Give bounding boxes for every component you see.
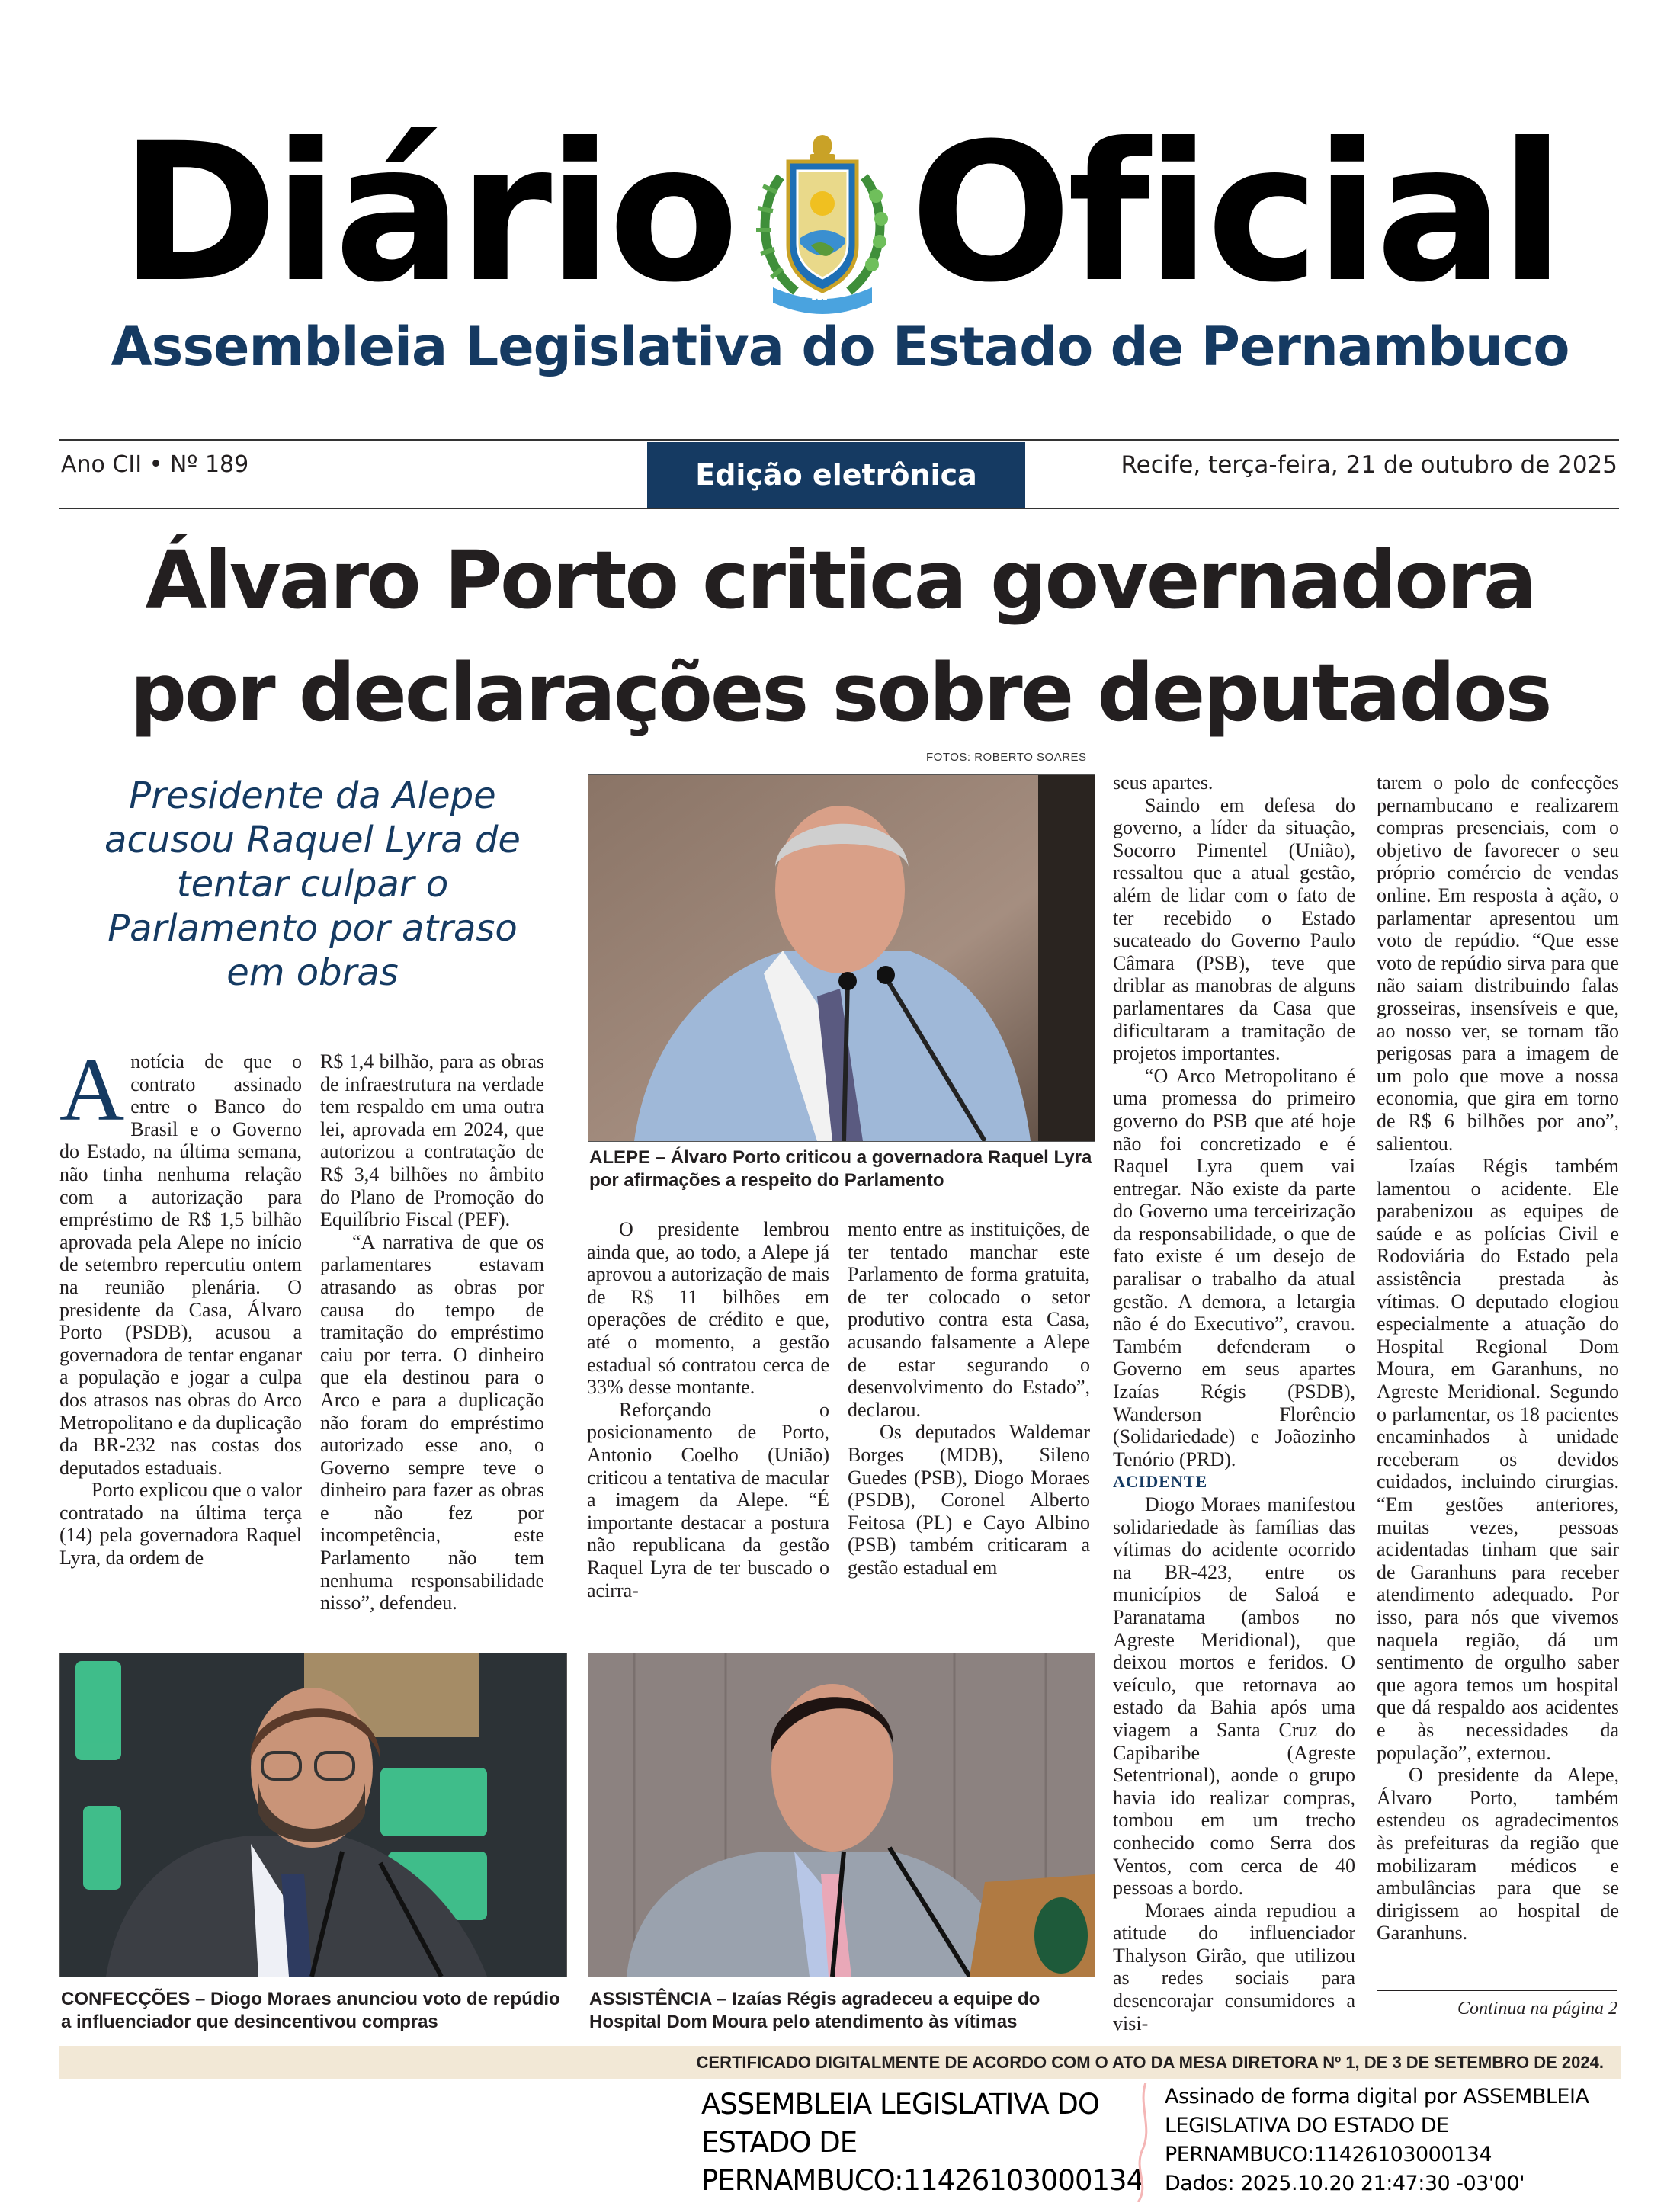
edition-bar-top-rule [59, 439, 1619, 441]
edition-label: Edição eletrônica [647, 442, 1025, 508]
certification-text: CERTIFICADO DIGITALMENTE DE ACORDO COM O ATO DA MESA DIRETORA Nº 1, DE 3 DE SETEMBRO DE 2024. [696, 2053, 1604, 2072]
paragraph: Izaías Régis também lamentou o acidente. Ele parabenizou as equipes de saúde e as polícias Civil e Rodoviária do Estado pela assistência prestada às vítimas. O deputado elogiou especialmente a atuação do Hospital Regional Dom Moura, em Garanhuns, no Agreste Meridional. Segundo o parlamentar, os 18 pacientes encaminhados à unidade receberam os devidos cuidados, incluindo cirurgias. “Em gestões anteriores, muitas vezes, pessoas acidentadas tinham que sair de Garanhuns para receber atendimento adequado. Por isso, para nós que vivemos naquela região, dá um sentimento de orgulho saber que agora temos um hospital que dá respaldo aos acidentes e às necessidades da população”, externou. [1377, 1155, 1619, 1764]
photo-caption-left: CONFECÇÕES – Diogo Moraes anunciou voto de repúdio a influenciador que desincentivou compras [61, 1989, 560, 2032]
paragraph: Porto explicou que o valor contratado na última terça (14) pela governadora Raquel Lyra, da ordem de [59, 1479, 302, 1570]
signature-line-2: LEGISLATIVA DO ESTADO DE [1165, 2114, 1449, 2137]
section-heading-acidente: ACIDENTE [1113, 1472, 1208, 1492]
continues-on-page-link[interactable]: Continua na página 2 [1377, 1990, 1617, 2019]
article-column-1 [59, 1040, 302, 1570]
paragraph: O presidente lembrou ainda que, ao todo, a Alepe já aprovou a autorização de mais de R$ 11 bilhões em operações de crédito e que, até o momento, a gestão estadual só contratou cerca de 33% desse montante. [587, 1218, 829, 1399]
headline-line-1: Álvaro Porto critica governadora [145, 534, 1535, 627]
photo-caption-right: ASSISTÊNCIA – Izaías Régis agradeceu a equipe do Hospital Dom Moura pelo atendimento às vítimas [589, 1989, 1040, 2032]
paragraph: Anotícia de que o contrato assinado entre o Banco do Brasil e o Governo do Estado, na última semana, não tinha nenhuma relação com a autorização para empréstimo de R$ 1,5 bilhão aprovada pela Alepe no início de setembro repercutiu ontem na reunião plenária. O presidente da Casa, Álvaro Porto (PSDB), acusou a governadora de tentar enganar a população e jogar a culpa dos atrasos nas obras do Arco Metropolitano e da duplicação da BR-232 nas costas dos deputados estaduais. [59, 1040, 302, 1479]
signature-details [1165, 2083, 1637, 2198]
paragraph: Moraes ainda repudiou a atitude do influenciador Thalyson Girão, que utilizou as redes sociais para desencorajar consumidores a visi- [1113, 1899, 1355, 2034]
headline-line-2: por declarações sobre deputados [130, 646, 1550, 739]
paragraph: R$ 1,4 bilhão, para as obras de infraestrutura na verdade tem respaldo em uma outra lei, aprovada em 2024, que autorizou a contratação de R$ 3,4 bilhões no âmbito do Plano de Promoção do Equilíbrio Fiscal (PEF). [320, 1050, 544, 1231]
paragraph: Diogo Moraes manifestou solidariedade às famílias das vítimas do acidente ocorrido na BR-423, entre os municípios de Saloá e Paranatama (ambos no Agreste Meridional), que deixou mortos e feridos. O veículo, que retornava ao estado da Bahia após uma viagem a Santa Cruz do Capibaribe (Agreste Setentrional), aonde o grupo havia ido realizar compras, tombou em um trecho conhecido como Serra dos Ventos, com cerca de 40 pessoas a bordo. [1113, 1493, 1355, 1900]
paragraph: Saindo em defesa do governo, a líder da situação, Socorro Pimentel (União), ressaltou que a atual gestão, além de lidar com o fato de ter recebido o Estado sucateado do Governo Paulo Câmara (PSB), teve que driblar as manobras de alguns parlamentares da Casa que dificultaram a tramitação de projetos importantes. [1113, 794, 1355, 1065]
masthead-title-right: Oficial [909, 102, 1560, 324]
masthead-title-left: Diário [120, 102, 735, 324]
article-column-6 [1377, 771, 1619, 1945]
paragraph: seus apartes. [1113, 771, 1214, 794]
article-deck: Presidente da Alepe acusou Raquel Lyra de tentar culpar o Parlamento por atraso em obras [104, 774, 521, 994]
article-column-3 [587, 1218, 829, 1602]
paragraph: Os deputados Waldemar Borges (MDB), Sileno Guedes (PSB), Diogo Moraes (PSDB), Coronel Alberto Feitosa (PL) e Cayo Albino (PSB) também criticaram a gestão estadual em [848, 1421, 1090, 1579]
paragraph: tarem o polo de confecções pernambucano e realizarem compras presenciais, com o objetivo de favorecer o seu próprio comércio de vendas online. Em resposta à ação, o parlamentar apresentou um voto de repúdio. “Que esse voto de repúdio sirva para que não saiam distribuindo falas grosseiras, insensíveis e que, ao nosso ver, se tornam tão perigosas para a imagem de um polo que move a nossa economia, que gira em torno de R$ 6 bilhões por ano”, salientou. [1377, 771, 1619, 1155]
masthead-title [0, 102, 1680, 324]
masthead-subtitle: Assembleia Legislativa do Estado de Pernambuco [111, 316, 1569, 378]
signature-line-3: PERNAMBUCO:11426103000134 [1165, 2143, 1492, 2166]
photo-izaias-regis [588, 1653, 1095, 1977]
paragraph: “O Arco Metropolitano é uma promessa do primeiro governo do PSB que até hoje não foi concretizado e é Raquel Lyra quem vai entregar. Não existe da parte do Governo uma terceirização da responsabilidade, o que de fato existe é um desejo de paralisar o trabalho da atual gestão. A demora, a letargia não é do Executivo”, cravou. Também defenderam o Governo em seus apartes Izaías Régis (PSDB), Wanderson Florêncio (Solidariedade) e Joãozinho Tenório (PRD). [1113, 1064, 1355, 1470]
paragraph: O presidente da Alepe, Álvaro Porto, também estendeu os agradecimentos às prefeituras da região que mobilizaram médicos e ambulâncias para que se dirigissem ao hospital de Garanhuns. [1377, 1764, 1619, 1945]
signer-name: ASSEMBLEIA LEGISLATIVA DO ESTADO DE PERNAMBUCO:11426103000134 [701, 2088, 1144, 2197]
signature-mark-icon [1134, 2083, 1157, 2202]
dateline: Recife, terça-feira, 21 de outubro de 2025 [1121, 451, 1617, 479]
article-column-4 [848, 1218, 1090, 1579]
photo-diogo-moraes [59, 1653, 567, 1977]
article-column-5 [1113, 771, 1355, 2034]
photo-credit: FOTOS: ROBERTO SOARES [926, 751, 1087, 764]
photo-alvaro-porto [588, 774, 1095, 1142]
signature-line-4: Dados: 2025.10.20 21:47:30 -03'00' [1165, 2172, 1525, 2195]
drop-cap: A [59, 1040, 125, 1140]
paragraph: Reforçando o posicionamento de Porto, Antonio Coelho (União) criticou a tentativa de macular a imagem da Alepe. “É importante destacar a postura não republicana da gestão Raquel Lyra de ter buscado o acirra- [587, 1398, 829, 1602]
photo-caption-main: ALEPE – Álvaro Porto criticou a governadora Raquel Lyra por afirmações a respeito do Parlamento [589, 1147, 1092, 1191]
edition-bar-bottom-rule [59, 508, 1619, 509]
signature-line-1: Assinado de forma digital por ASSEMBLEIA [1165, 2085, 1589, 2108]
paragraph: mento entre as instituições, de ter tentado manchar este Parlamento de forma gratuita, de ter colocado o setor produtivo contra esta Casa, acusando falsamente a Alepe de estar segurando o desenvolvimento do Estado”, declarou. [848, 1218, 1090, 1421]
paragraph: “A narrativa de que os parlamentares estavam atrasando as obras por causa do tempo de tramitação do empréstimo caiu por terra. O dinheiro que ela destinou para o Arco e para a duplicação não foram do empréstimo autorizado esse ano, o Governo sempre teve o dinheiro para fazer as obras e não fez por incompetência, este Parlamento não tem nenhuma responsabilidade nisso”, defendeu. [320, 1230, 544, 1614]
article-column-2 [320, 1050, 544, 1614]
issue-number: Ano CII • Nº 189 [61, 451, 249, 478]
pernambuco-coat-of-arms-icon [750, 131, 895, 314]
